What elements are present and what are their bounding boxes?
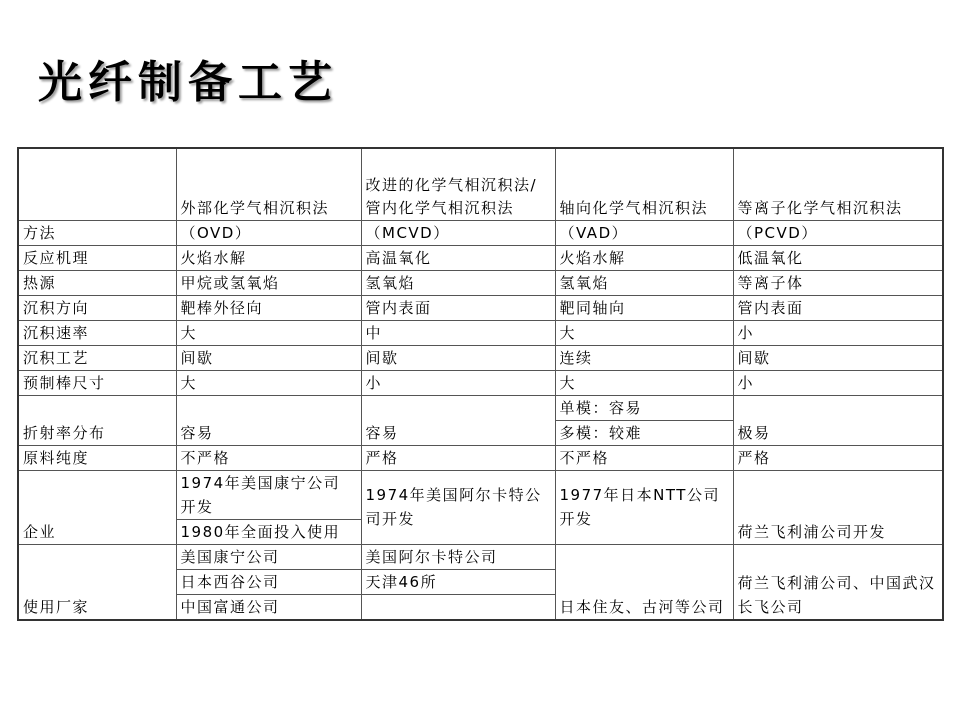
table-cell: 靶同轴向: [555, 295, 733, 320]
table-cell: 大: [176, 320, 361, 345]
table-cell: 低温氧化: [733, 245, 943, 270]
table-cell: 大: [555, 370, 733, 395]
header-method-ovd: 外部化学气相沉积法: [176, 148, 361, 220]
table-cell: 氢氧焰: [555, 270, 733, 295]
table-row: [18, 370, 943, 395]
header-method-mcvd: 改进的化学气相沉积法/管内化学气相沉积法: [361, 148, 555, 220]
table-cell: 连续: [555, 345, 733, 370]
row-label: 企业: [18, 470, 176, 544]
table-cell: 美国康宁公司: [176, 544, 361, 569]
table-cell: 不严格: [176, 445, 361, 470]
row-label: 沉积方向: [18, 295, 176, 320]
row-label: 原料纯度: [18, 445, 176, 470]
table-row: [18, 320, 943, 345]
table-cell: 大: [555, 320, 733, 345]
table-cell: 极易: [733, 395, 943, 445]
table-row: [18, 395, 943, 420]
table-cell: 等离子体: [733, 270, 943, 295]
table-cell: 荷兰飞利浦公司、中国武汉长飞公司: [733, 544, 943, 620]
table-cell: 严格: [733, 445, 943, 470]
method-label: 方法: [18, 220, 176, 245]
table-cell: 中国富通公司: [176, 594, 361, 620]
page-title: 光纤制备工艺: [38, 57, 338, 108]
row-label: 热源: [18, 270, 176, 295]
table-cell: 美国阿尔卡特公司: [361, 544, 555, 569]
table-cell: [361, 594, 555, 620]
table-cell: 小: [733, 320, 943, 345]
row-label: 使用厂家: [18, 544, 176, 620]
table-row: [18, 544, 943, 569]
row-label: 反应机理: [18, 245, 176, 270]
table-cell: 间歇: [361, 345, 555, 370]
table-cell: 甲烷或氢氧焰: [176, 270, 361, 295]
table-cell: 大: [176, 370, 361, 395]
table-cell: 氢氧焰: [361, 270, 555, 295]
header-method-pcvd: 等离子化学气相沉积法: [733, 148, 943, 220]
table-cell: 1977年日本NTT公司开发: [555, 470, 733, 544]
abbr-row: [18, 220, 943, 245]
row-label: 预制棒尺寸: [18, 370, 176, 395]
table-cell: 天津46所: [361, 569, 555, 594]
table-cell: 容易: [176, 395, 361, 445]
table-cell: 间歇: [733, 345, 943, 370]
table-row: [18, 245, 943, 270]
table-cell: 小: [733, 370, 943, 395]
table-cell: 中: [361, 320, 555, 345]
table-cell: 不严格: [555, 445, 733, 470]
abbr-pcvd: （PCVD）: [733, 220, 943, 245]
table-cell: 间歇: [176, 345, 361, 370]
table-cell: 高温氧化: [361, 245, 555, 270]
table-cell: 1974年美国康宁公司开发: [176, 470, 361, 519]
table-row: [18, 295, 943, 320]
table-row: [18, 470, 943, 519]
header-method-vad: 轴向化学气相沉积法: [555, 148, 733, 220]
table-row: [18, 345, 943, 370]
table-row: [18, 445, 943, 470]
table-cell: 火焰水解: [555, 245, 733, 270]
row-label: 沉积工艺: [18, 345, 176, 370]
header-corner: [18, 148, 176, 220]
table-cell: 单模：容易: [555, 395, 733, 420]
table-cell: 多模：较难: [555, 420, 733, 445]
table-cell: 容易: [361, 395, 555, 445]
table-cell: 管内表面: [733, 295, 943, 320]
abbr-ovd: （OVD）: [176, 220, 361, 245]
table-cell: 严格: [361, 445, 555, 470]
header-row: [18, 148, 943, 220]
table-row: [18, 270, 943, 295]
table-cell: 1980年全面投入使用: [176, 519, 361, 544]
process-comparison-table: [17, 147, 944, 621]
table-cell: 荷兰飞利浦公司开发: [733, 470, 943, 544]
table-cell: 靶棒外径向: [176, 295, 361, 320]
table-cell: 管内表面: [361, 295, 555, 320]
row-label: 沉积速率: [18, 320, 176, 345]
table-cell: 小: [361, 370, 555, 395]
table-cell: 1974年美国阿尔卡特公司开发: [361, 470, 555, 544]
table-cell: 火焰水解: [176, 245, 361, 270]
row-label: 折射率分布: [18, 395, 176, 445]
abbr-vad: （VAD）: [555, 220, 733, 245]
abbr-mcvd: （MCVD）: [361, 220, 555, 245]
table-cell: 日本住友、古河等公司: [555, 544, 733, 620]
table-cell: 日本西谷公司: [176, 569, 361, 594]
